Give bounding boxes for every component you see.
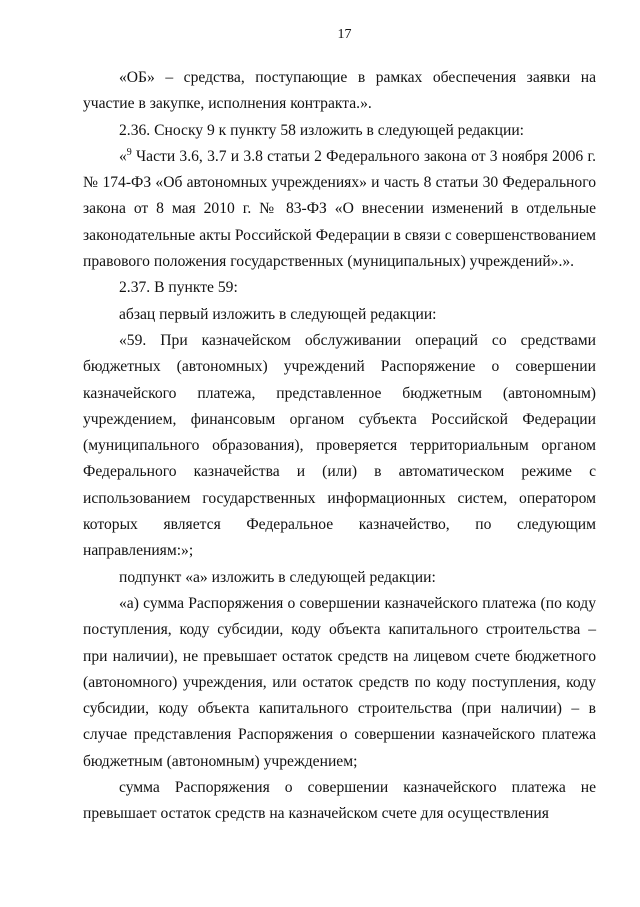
paragraph-payment-sum: сумма Распоряжения о совершении казначейского платежа не превышает остаток средств на казначейском счете для осуществления [83,779,596,823]
paragraph-clause-59: «59. При казначейском обслуживании операций со средствами бюджетных (автономных) учреждений Распоряжение о совершении казначейского платежа, представленное бюджетным (автономным) учреждением, финансовым органом субъекта Российской Федерации (муниципального образования), проверяется территориальным органом Федерального казначейства и (или) в автоматическом режиме с использованием государственных информационных систем, оператором которых является Федеральное казначейство, по следующим направлениям:»; [83,331,596,560]
paragraph-item-2-37: 2.37. В пункте 59: [119,279,238,297]
paragraph-first-abzac: абзац первый изложить в следующей редакции: [119,305,437,323]
paragraph-subclause-a: «а) сумма Распоряжения о совершении казначейского платежа (по коду поступления, коду субсидии, коду объекта капитального строительства – при наличии), не превышает остаток средств на лицевом счете бюджетного (автономного) учреждения, или остаток средств по коду поступления, коду субсидии, коду объекта капитального строительства (при наличии) – в случае представления Распоряжения о совершении казначейского платежа бюджетным (автономным) учреждением; [83,594,596,770]
footnote-text: Части 3.6, 3.7 и 3.8 статьи 2 Федерального закона от 3 ноября 2006 г. № 174-ФЗ «Об автономных учреждениях» и часть 8 статьи 30 Федерального закона от 8 мая 2010 г. № 83-ФЗ «О внесении изменений в отдельные законодательные акты Российской Федерации в связи с совершенствованием правового положения государственных (муниципальных) учреждений».». [83,147,596,271]
footnote-open-quote: « [119,147,127,165]
paragraph-item-2-36: 2.36. Сноску 9 к пункту 58 изложить в следующей редакции: [119,121,524,139]
paragraph-footnote-9 [83,144,596,275]
document-body [83,65,596,828]
paragraph-subclause-a-intro: подпункт «а» изложить в следующей редакции: [119,568,436,586]
page-number: 17 [337,27,352,42]
footnote-mark: 9 [126,146,132,158]
paragraph-ob-definition: «ОБ» – средства, поступающие в рамках обеспечения заявки на участие в закупке, исполнения контракта.». [83,69,596,113]
